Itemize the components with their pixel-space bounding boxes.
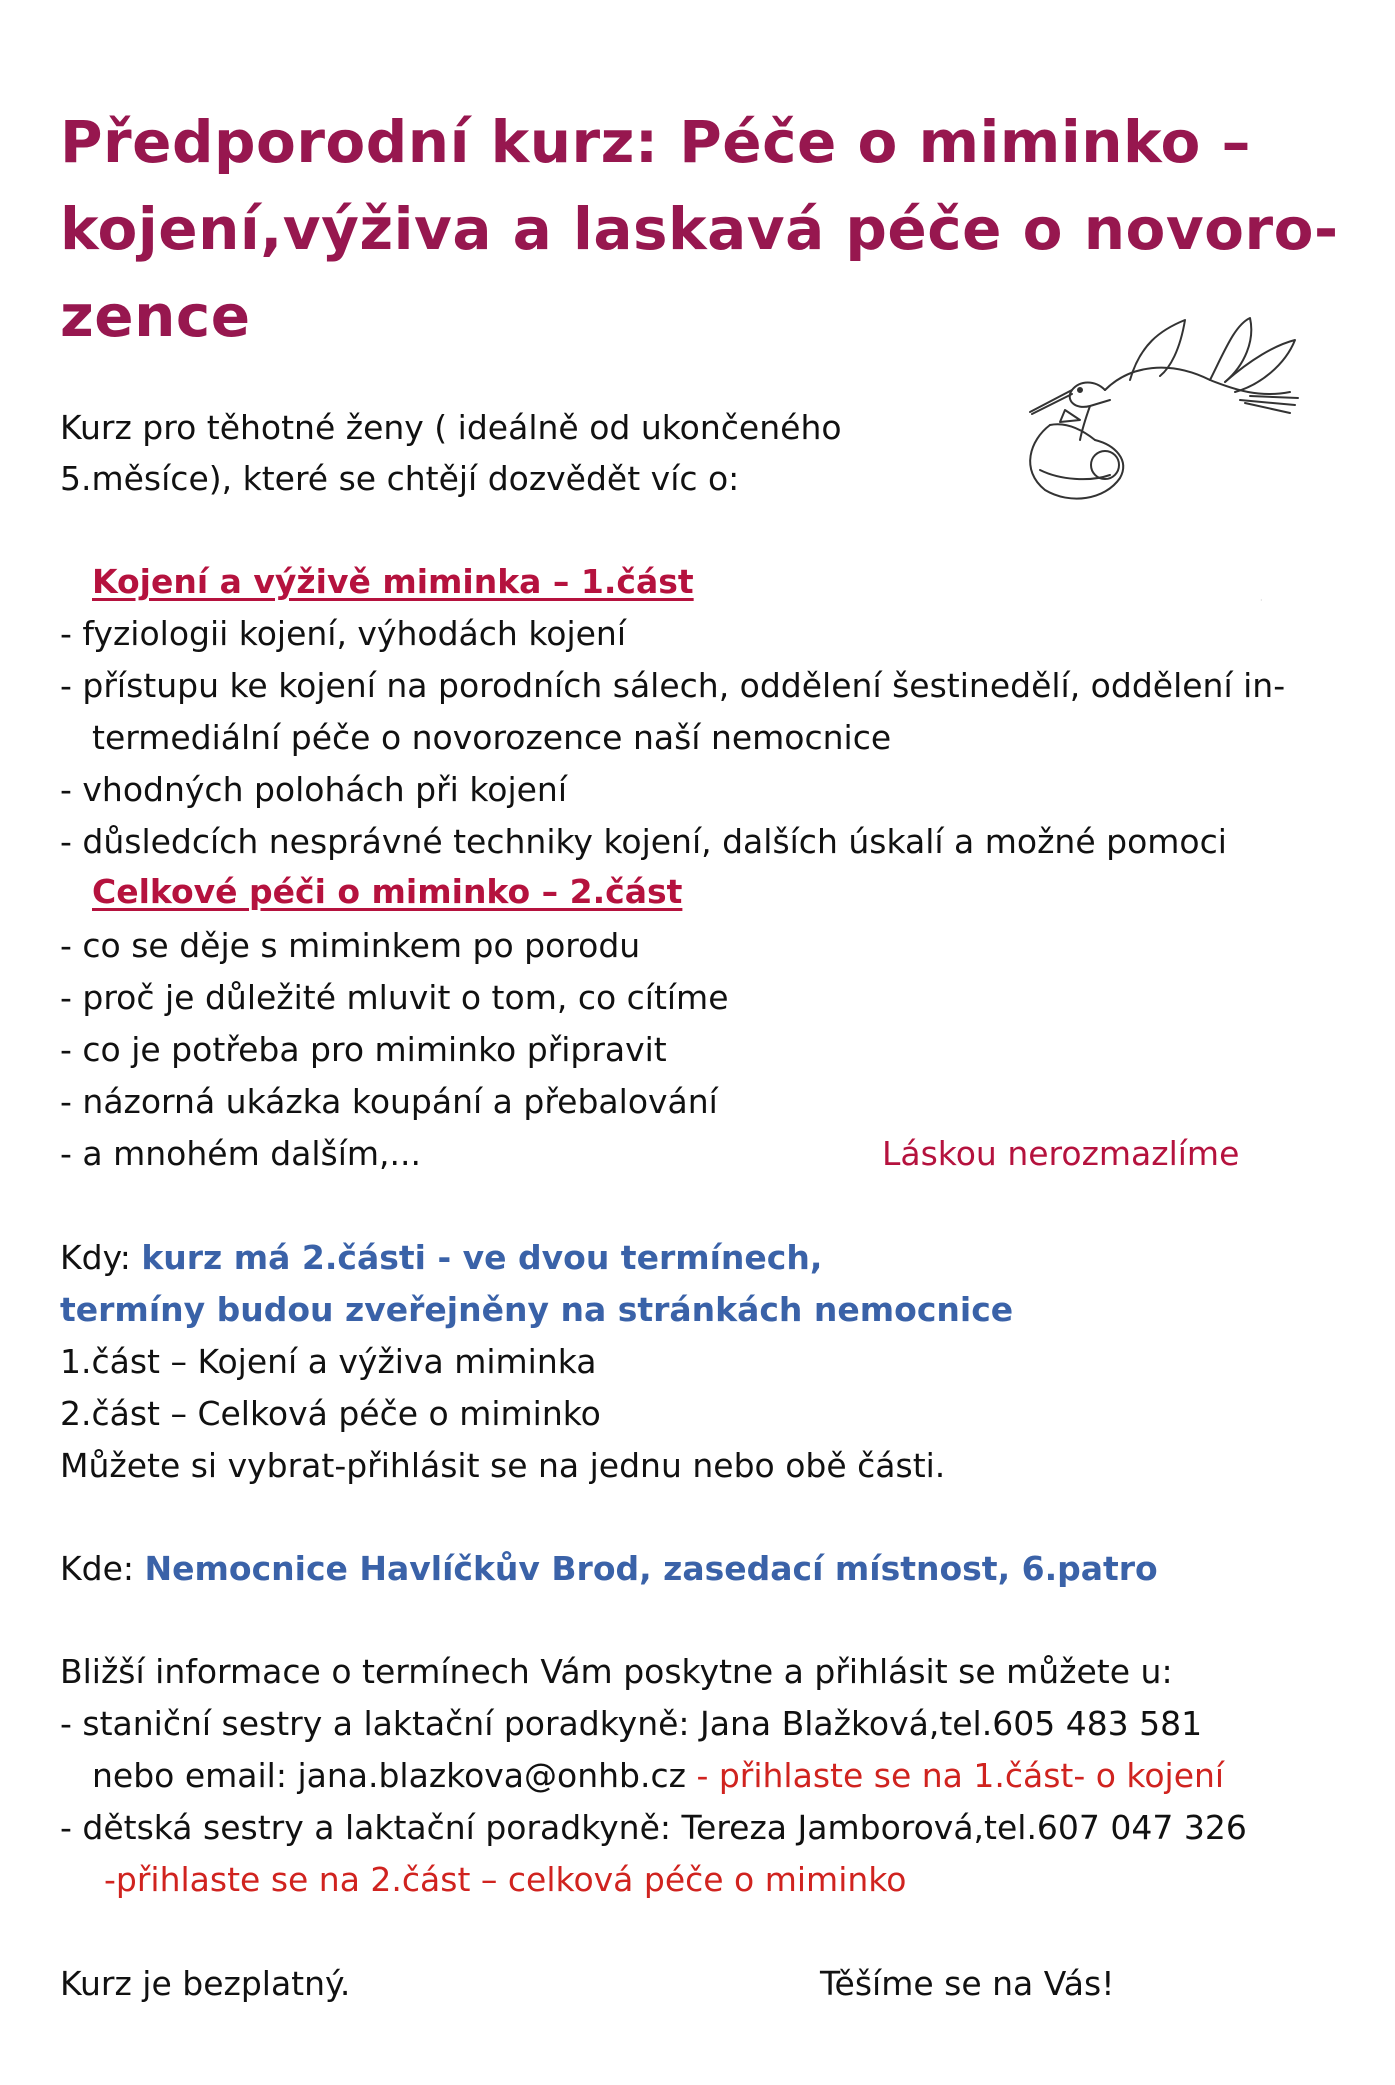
footer-free: Kurz je bezplatný. (60, 1964, 351, 2003)
section2-heading: Celkové péči o miminko – 2.část (92, 872, 683, 911)
title-line-3: zence (60, 282, 251, 350)
where-value: Nemocnice Havlíčkův Brod, zasedací místnost, 6.patro (144, 1549, 1158, 1588)
when-label: Kdy: (60, 1238, 131, 1277)
title-line-2: kojení,výživa a laskavá péče o novoro- (60, 195, 1339, 263)
section1-item-1: - fyziologii kojení, výhodách kojení (60, 614, 626, 653)
intro-line-1: Kurz pro těhotné ženy ( ideálně od ukončeného (60, 408, 842, 447)
where-row (60, 1549, 1158, 1589)
contact-intro: Bližší informace o termínech Vám poskytne a přihlásit se můžete u: (60, 1652, 1173, 1691)
section2-item-3: - co je potřeba pro miminko připravit (60, 1030, 667, 1069)
footer-greeting: Těšíme se na Vás! (820, 1964, 1115, 2003)
section1-item-2-cont: termediální péče o novorozence naší nemocnice (92, 718, 892, 757)
stork-illustration (1010, 310, 1300, 530)
section1-item-2: - přístupu ke kojení na porodních sálech, oddělení šestinedělí, oddělení in- (60, 666, 1286, 705)
contact-1-signup: - přihlaste se na 1.část- o kojení (696, 1756, 1225, 1795)
when-value-2: termíny budou zveřejněny na stránkách nemocnice (60, 1290, 1014, 1329)
when-value-1: kurz má 2.části - ve dvou termínech, (141, 1238, 823, 1277)
slogan: Láskou nerozmazlíme (882, 1134, 1240, 1173)
section2-item-1: - co se děje s miminkem po porodu (60, 926, 641, 965)
contact-1-line-2 (92, 1756, 1224, 1796)
when-part-2: 2.část – Celková péče o miminko (60, 1394, 601, 1433)
when-note: Můžete si vybrat-přihlásit se na jednu nebo obě části. (60, 1446, 946, 1485)
contact-2-signup: -přihlaste se na 2.část – celková péče o miminko (104, 1860, 907, 1899)
where-label: Kde: (60, 1549, 135, 1588)
section1-item-3: - vhodných polohách při kojení (60, 770, 568, 809)
when-row (60, 1238, 822, 1278)
image-credit-mark: · (1260, 596, 1263, 605)
contact-email[interactable]: nebo email: jana.blazkova@onhb.cz (92, 1756, 686, 1795)
when-part-1: 1.část – Kojení a výživa miminka (60, 1342, 597, 1381)
title-line-1: Předporodní kurz: Péče o miminko – (60, 108, 1252, 176)
contact-2-line-1: - dětská sestry a laktační poradkyně: Tereza Jamborová,tel.607 047 326 (60, 1808, 1247, 1847)
section2-item-4: - názorná ukázka koupání a přebalování (60, 1082, 718, 1121)
section1-item-4: - důsledcích nesprávné techniky kojení, dalších úskalí a možné pomoci (60, 822, 1227, 861)
section2-item-5: - a mnohém dalším,... (60, 1134, 422, 1173)
section1-heading: Kojení a výživě miminka – 1.část (92, 562, 694, 601)
section2-item-2: - proč je důležité mluvit o tom, co cítíme (60, 978, 729, 1017)
contact-1-line-1: - staniční sestry a laktační poradkyně: Jana Blažková,tel.605 483 581 (60, 1704, 1203, 1743)
intro-line-2: 5.měsíce), které se chtějí dozvědět víc o: (60, 459, 740, 498)
